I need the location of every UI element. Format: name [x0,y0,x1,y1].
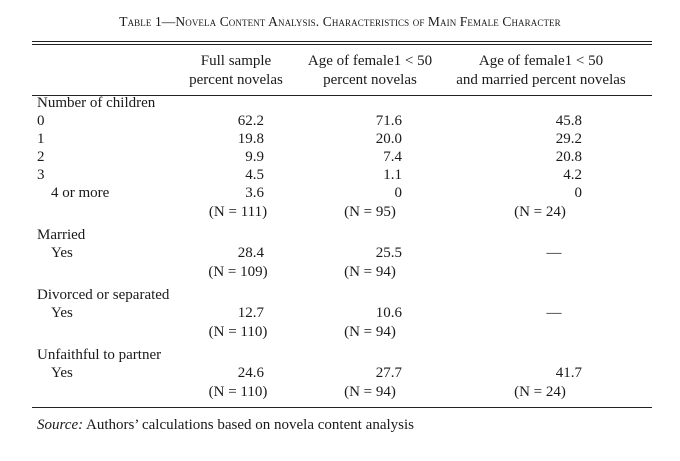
empty-cell-dash: — [546,245,562,261]
table-cell: 28.4 [237,245,264,261]
table-cell: 1.1 [383,167,402,183]
table-cell: 4.5 [245,167,264,183]
table-cell: 0 [574,185,582,201]
sample-size: (N = 109) [208,264,268,280]
column-header-full-sample [178,52,294,90]
column-header-line: percent novelas [189,72,283,88]
table-cell: 20.8 [555,149,582,165]
sample-size: (N = 24) [514,204,566,220]
column-header-line: Age of female1 < 50 [307,53,433,69]
empty-cell-dash: — [546,305,562,321]
table-cell: 10.6 [375,305,402,321]
table-cell: 27.7 [375,365,402,381]
table-cell: 71.6 [375,113,402,129]
row-label: 2 [37,149,45,165]
table-cell: 29.2 [555,131,582,147]
sample-size: (N = 110) [208,384,268,400]
column-header-age-under-50 [292,52,448,90]
table-cell: 20.0 [375,131,402,147]
table-cell: 62.2 [237,113,264,129]
column-header-line: and married percent novelas [456,72,626,88]
source-label: Source: [37,417,84,433]
row-label: Yes [51,365,73,381]
column-header-line: Age of female1 < 50 [478,53,604,69]
table-caption: Table 1—Novela Content Analysis. Characteristics of Main Female Character [119,14,561,29]
column-header-line: percent novelas [323,72,417,88]
table-cell: 3.6 [245,185,264,201]
row-label: Yes [51,245,73,261]
row-label: 4 or more [51,185,110,201]
table-cell: 12.7 [237,305,264,321]
table-cell: 45.8 [555,113,582,129]
sample-size: (N = 94) [344,384,396,400]
table-cell: 41.7 [555,365,582,381]
table-cell: 19.8 [237,131,264,147]
section-label-unfaithful: Unfaithful to partner [37,347,162,363]
bottom-rule [32,407,652,408]
row-label: 0 [37,113,45,129]
sample-size: (N = 94) [344,264,396,280]
sample-size: (N = 94) [344,324,396,340]
section-label-married: Married [37,227,86,243]
section-label-divorced: Divorced or separated [37,287,170,303]
table-cell: 25.5 [375,245,402,261]
table-cell: 4.2 [563,167,582,183]
source-text: Authors’ calculations based on novela content analysis [83,417,414,433]
table-cell: 7.4 [383,149,402,165]
top-double-rule [32,41,652,45]
column-header-line: Full sample [200,53,272,69]
row-label: Yes [51,305,73,321]
sample-size: (N = 95) [344,204,396,220]
row-label: 3 [37,167,45,183]
sample-size: (N = 24) [514,384,566,400]
section-label-children: Number of children [37,95,156,111]
sample-size: (N = 111) [208,204,268,220]
table-cell: 0 [394,185,402,201]
source-note [37,417,414,434]
column-header-age-under-50-married [446,52,636,90]
table-cell: 24.6 [237,365,264,381]
row-label: 1 [37,131,45,147]
sample-size: (N = 110) [208,324,268,340]
table-cell: 9.9 [245,149,264,165]
